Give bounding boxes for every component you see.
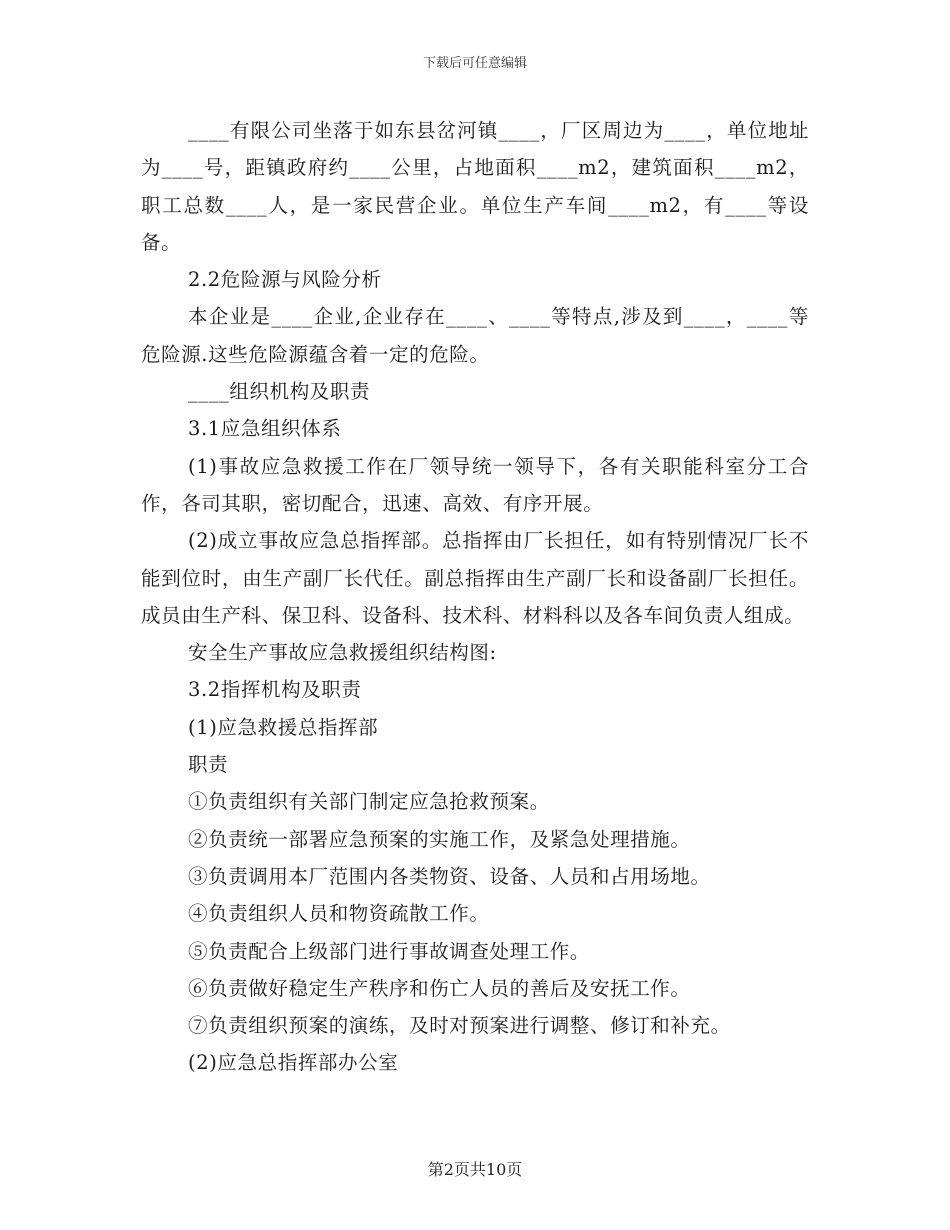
duty-item-2: ②负责统一部署应急预案的实施工作，及紧急处理措施。 [188,827,691,851]
subheading-office: (2)应急总指挥部办公室 [188,1051,399,1075]
heading-3-2: 3.2指挥机构及职责 [188,678,362,702]
duty-item-1: ①负责组织有关部门制定应急抢救预案。 [188,790,550,814]
duty-item-4: ④负责组织人员和物资疏散工作。 [188,902,490,926]
paragraph-company-info: ____有限公司坐落于如东县岔河镇____，厂区周边为____，单位地址为____号，距镇政府约____公里，占地面积____m2，建筑面积____m2，职工总数____人，是一家民营企业。单位生产车间____m2，有____等设备。 [141,119,809,254]
paragraph-item-2: (2)成立事故应急总指挥部。总指挥由厂长担任，如有特别情况厂长不能到位时，由生产副厂长代任。副总指挥由生产副厂长和设备副厂长担任。成员由生产科、保卫科、设备科、技术科、材料科以及各车间负责人组成。 [141,529,809,627]
heading-section-3: ____组织机构及职责 [188,380,371,404]
duty-item-3: ③负责调用本厂范围内各类物资、设备、人员和占用场地。 [188,864,711,888]
paragraph-item-1: (1)事故应急救援工作在厂领导统一领导下，各有关职能科室分工合作，各司其职，密切配合，迅速、高效、有序开展。 [141,454,809,515]
paragraph-hazards: 本企业是____企业,企业存在____、____等特点,涉及到____，____等危险源.这些危险源蕴含着一定的危险。 [141,305,809,366]
paragraph-org-chart-caption: 安全生产事故应急救援组织结构图: [188,641,497,665]
page-header: 下载后可任意编辑 [422,56,527,71]
subheading-command-center: (1)应急救援总指挥部 [188,715,379,739]
heading-2-2: 2.2危险源与风险分析 [188,268,382,292]
heading-3-1: 3.1应急组织体系 [188,417,342,441]
document-body [141,112,809,1082]
label-duties: 职责 [188,753,229,777]
duty-item-7: ⑦负责组织预案的演练，及时对预案进行调整、修订和补充。 [188,1014,731,1038]
duty-item-6: ⑥负责做好稳定生产秩序和伤亡人员的善后及安抚工作。 [188,976,691,1000]
duty-item-5: ⑤负责配合上级部门进行事故调查处理工作。 [188,939,591,963]
page-footer: 第2页共10页 [427,1160,523,1179]
